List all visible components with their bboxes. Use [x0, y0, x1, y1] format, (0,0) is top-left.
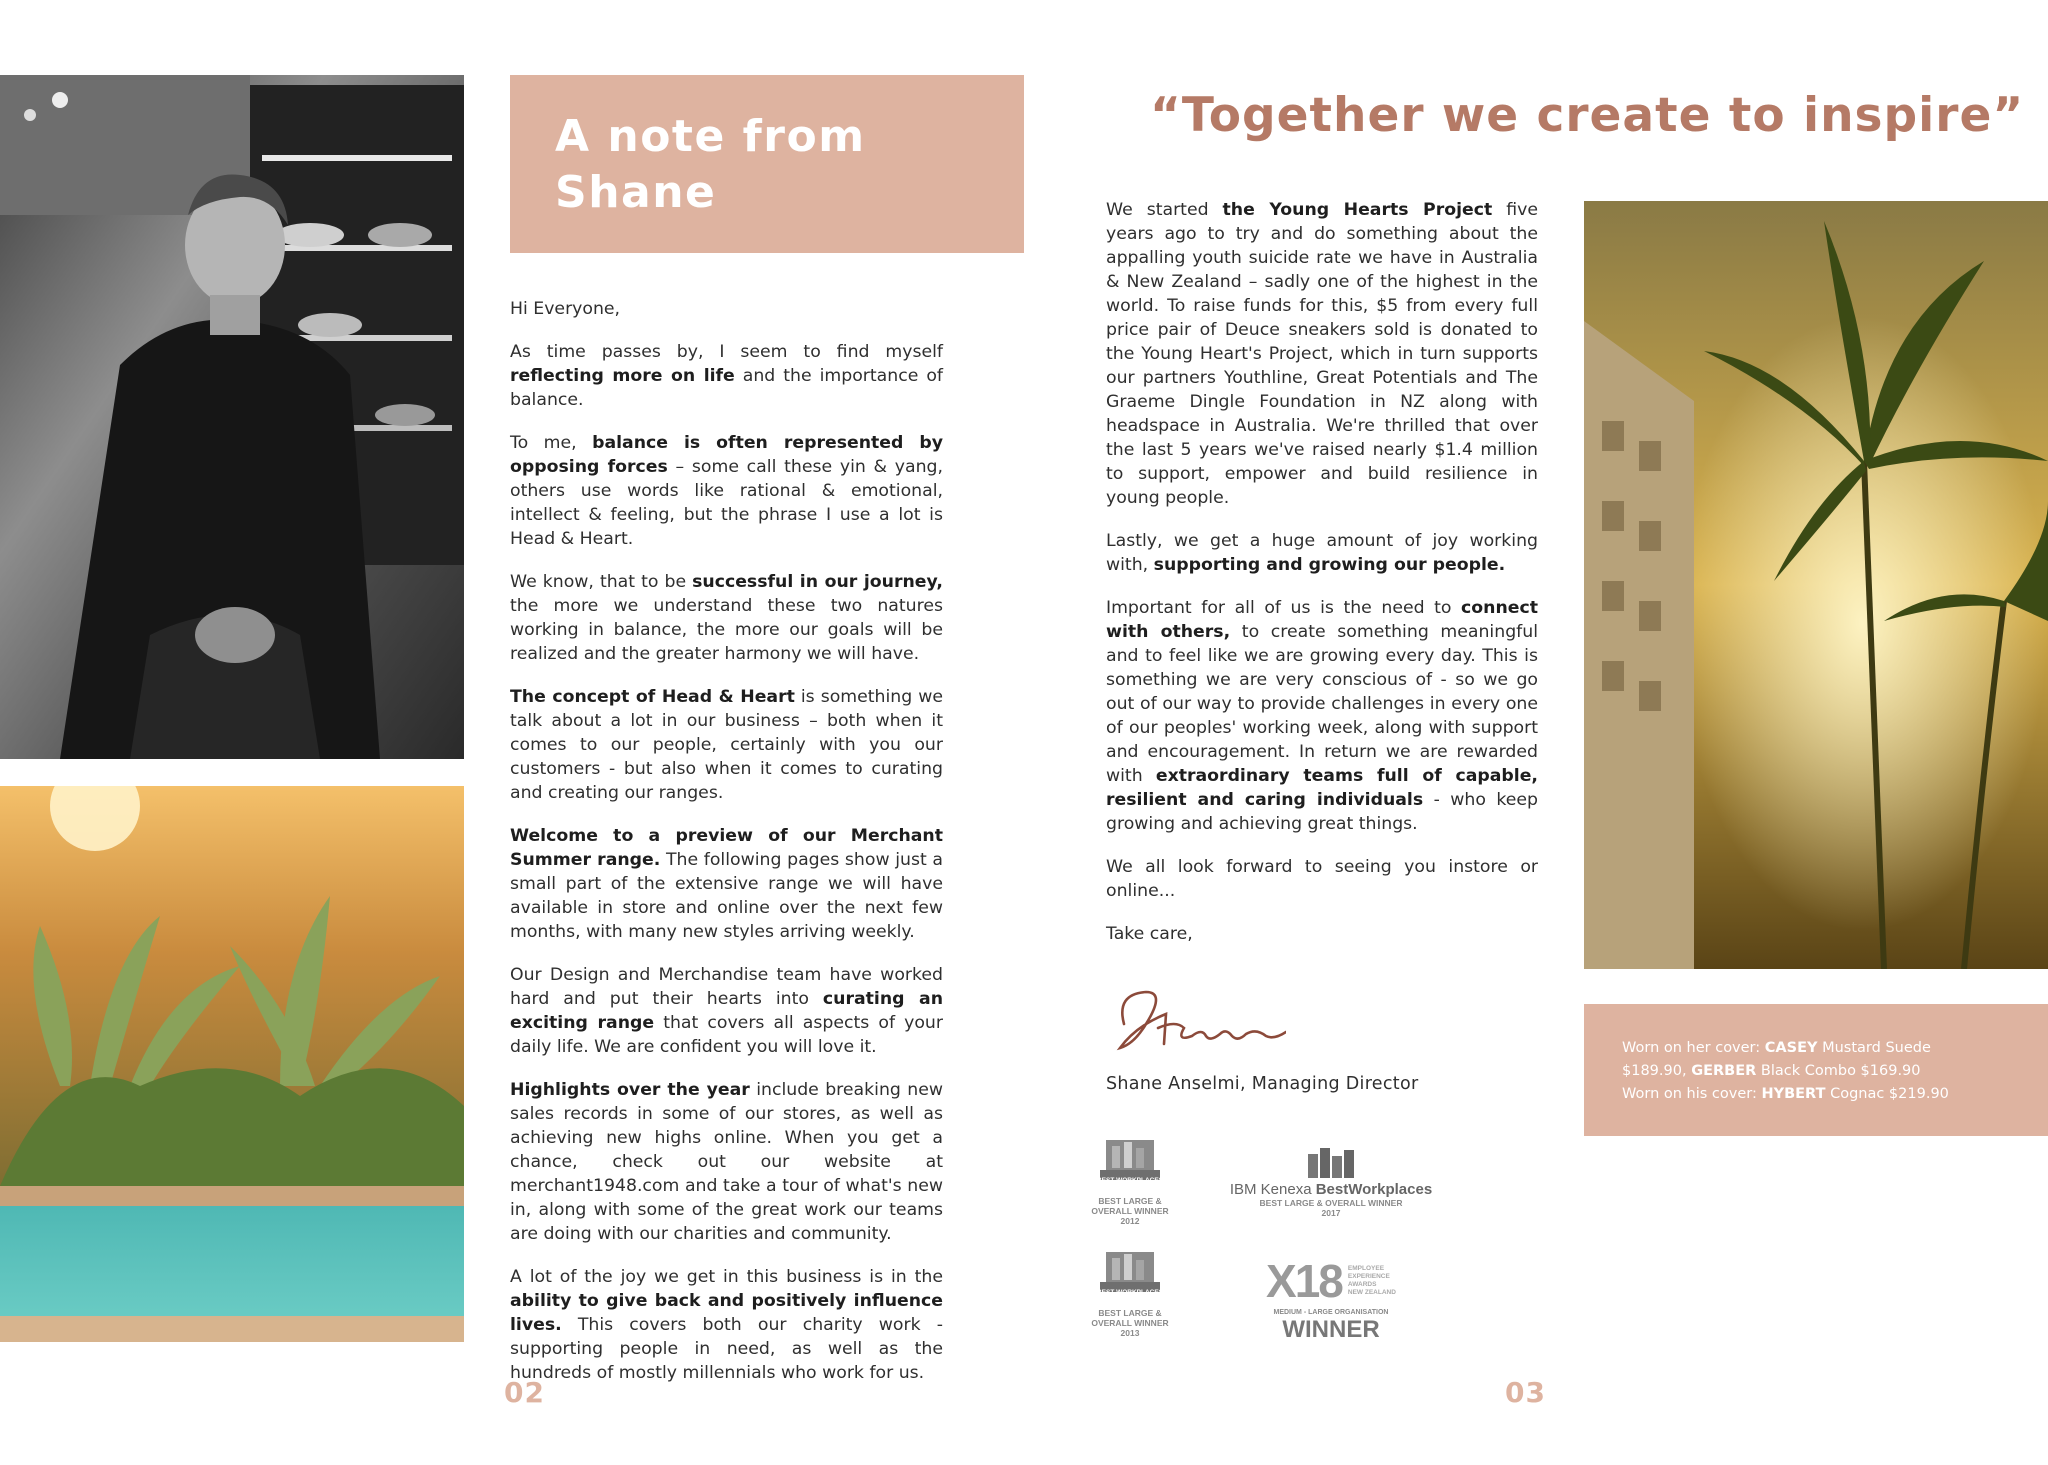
caption-line	[1622, 1083, 1949, 1106]
award-ex18-logo: X18	[1266, 1255, 1342, 1307]
paragraph	[510, 1265, 943, 1385]
pull-quote: “Together we create to inspire”	[1150, 88, 2025, 143]
caption-run: $189.90,	[1622, 1063, 1692, 1079]
text-run: curating an exciting range	[510, 989, 943, 1033]
page-number-right: 03	[1505, 1376, 1546, 1409]
award-sub: MEDIUM - LARGE ORGANISATION	[1273, 1309, 1389, 1316]
award-ibm-kenexa-2017	[1226, 1146, 1436, 1218]
award-building-icon	[1306, 1146, 1356, 1178]
award-brand: IBM Kenexa BestWorkplaces	[1229, 1181, 1433, 1198]
award-best-workplaces-2012	[1086, 1136, 1174, 1226]
text-run: Take care,	[1106, 924, 1193, 944]
text-run: We started	[1106, 200, 1223, 220]
text-run: connect with others,	[1106, 598, 1538, 642]
page-title: A note from Shane	[555, 111, 866, 218]
garden-pool-photo	[0, 786, 464, 1342]
text-run: We all look forward to seeing you instore or online...	[1106, 857, 1538, 901]
award-best-workplaces-2013	[1086, 1248, 1174, 1338]
text-run: extraordinary teams full of capable, resilient and caring individuals	[1106, 766, 1538, 810]
text-run: reflecting more on life	[510, 366, 735, 386]
award-winner: WINNER	[1282, 1316, 1380, 1343]
letter-body-right	[1106, 198, 1538, 965]
paragraph	[510, 824, 943, 944]
text-run: balance is often represented by opposing forces	[510, 433, 943, 477]
text-run: the more we understand these two natures working in balance, the more our goals will be realized and the greater harmony we will have.	[510, 596, 943, 664]
text-run: and the importance of balance.	[510, 366, 943, 410]
caption-text	[1622, 1037, 1949, 1106]
text-run: the Young Hearts Project	[1222, 200, 1493, 220]
paragraph	[510, 431, 943, 551]
caption-line	[1622, 1037, 1949, 1060]
text-run: - who keep growing and achieving great things.	[1106, 790, 1538, 834]
text-run: Welcome to a preview of our Merchant Summer range.	[510, 826, 943, 870]
text-run: is something we talk about a lot in our business – both when it comes to our people, certainly with you our customers - but also when it comes to curating and creating our ranges.	[510, 687, 943, 803]
text-run: Highlights over the year	[510, 1080, 750, 1100]
paragraph	[1106, 596, 1538, 836]
caption-run: HYBERT	[1761, 1086, 1826, 1102]
caption-line	[1622, 1060, 1949, 1083]
text-run: As time passes by, I seem to find myself	[510, 342, 943, 362]
text-run: Our Design and Merchandise team have worked hard and put their hearts into	[510, 965, 943, 1009]
text-run: Hi Everyone,	[510, 299, 621, 319]
text-run: supporting and growing our people.	[1153, 555, 1506, 575]
award-text: BEST LARGE & OVERALL WINNER 2012	[1091, 1196, 1169, 1226]
text-run: ability to give back and positively influence lives.	[510, 1291, 943, 1335]
caption-run: Worn on her cover:	[1622, 1040, 1765, 1056]
paragraph	[510, 340, 943, 412]
text-run: that covers all aspects of your daily life. We are confident you will love it.	[510, 1013, 943, 1057]
caption-box	[1584, 1004, 2048, 1136]
letter-body-left	[510, 297, 943, 1404]
paragraph	[510, 685, 943, 805]
text-run: To me,	[510, 433, 593, 453]
text-run: successful in our journey,	[692, 572, 943, 592]
signature-name: Shane Anselmi, Managing Director	[1106, 1074, 1419, 1094]
award-badge-label: BEST WORKPLACES	[1096, 1177, 1164, 1184]
caption-run: Worn on his cover:	[1622, 1086, 1762, 1102]
award-ex18-side: EMPLOYEE EXPERIENCE AWARDS NEW ZEALAND	[1347, 1265, 1396, 1296]
paragraph	[510, 963, 943, 1059]
caption-run: Black Combo $169.90	[1756, 1063, 1921, 1079]
text-run: A lot of the joy we get in this business is in the	[510, 1267, 943, 1287]
paragraph	[510, 570, 943, 666]
portrait-photo	[0, 75, 464, 759]
paragraph	[1106, 198, 1538, 510]
signature-image	[1106, 984, 1286, 1056]
text-run: This covers both our charity work - supporting people in need, as well as the hundreds of mostly millennials who work for us.	[510, 1315, 943, 1383]
paragraph	[510, 297, 943, 321]
award-ex18-winner	[1238, 1254, 1424, 1342]
award-badge-label: BEST WORKPLACES	[1096, 1289, 1164, 1296]
award-text: BEST LARGE & OVERALL WINNER 2013	[1091, 1308, 1169, 1338]
paragraph	[510, 1078, 943, 1246]
text-run: The concept of Head & Heart	[510, 687, 795, 707]
paragraph	[1106, 922, 1538, 946]
text-run: five years ago to try and do something about the appalling youth suicide rate we have in Australia & New Zealand – sadly one of the highest in the world. To raise funds for this, $5 from every full price pair of Deuce sneakers sold is donated to the Young Heart's Project, which in turn supports our partners Youthline, Great Potentials and The Graeme Dingle Foundation in NZ along with headspace in Australia. We're thrilled that over the last 5 years we've raised nearly $1.4 million to support, empower and build resilience in young people.	[1106, 200, 1538, 508]
caption-run: CASEY	[1764, 1040, 1818, 1056]
caption-run: Mustard Suede	[1817, 1040, 1931, 1056]
caption-run: Cognac $219.90	[1825, 1086, 1949, 1102]
text-run: Important for all of us is the need to	[1106, 598, 1462, 618]
text-run: include breaking new sales records in some of our stores, as well as achieving new highs online. When you get a chance, check out our website at merchant1948.com and take a tour of what's new in, along with some of the great work our teams are doing with our charities and community.	[510, 1080, 943, 1244]
text-run: Lastly, we get a huge amount of joy working with,	[1106, 531, 1538, 575]
text-run: The following pages show just a small part of the extensive range we will have available in store and online over the next few months, with many new styles arriving weekly.	[510, 850, 943, 942]
caption-run: GERBER	[1691, 1063, 1757, 1079]
palm-tree-photo	[1584, 201, 2048, 969]
text-run: to create something meaningful and to feel like we are growing every day. This is something we are very conscious of - so we go out of our way to provide challenges in every one of our peoples' working week, along with support and encouragement. In return we are rewarded with	[1106, 622, 1538, 786]
title-box	[510, 75, 1024, 253]
award-text: BEST LARGE & OVERALL WINNER 2017	[1259, 1198, 1403, 1218]
text-run: – some call these yin & yang, others use words like rational & emotional, intellect & feeling, but the phrase I use a lot is Head & Heart.	[510, 457, 943, 549]
text-run: We know, that to be	[510, 572, 693, 592]
paragraph	[1106, 855, 1538, 903]
page-number-left: 02	[504, 1376, 545, 1409]
paragraph	[1106, 529, 1538, 577]
